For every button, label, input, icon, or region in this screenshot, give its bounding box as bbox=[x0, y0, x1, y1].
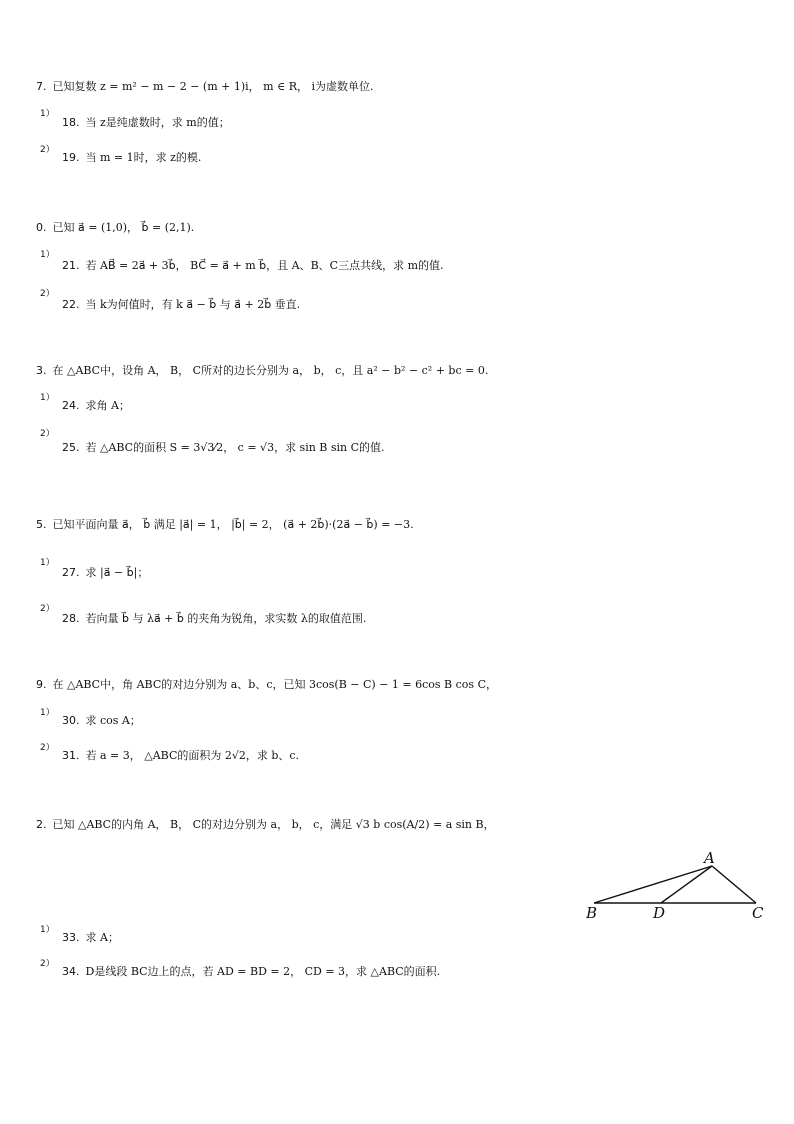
vertex-label-c: C bbox=[752, 904, 764, 922]
part-marker: 1） bbox=[40, 708, 55, 718]
question-number: 27. bbox=[62, 566, 80, 579]
question-21 bbox=[62, 258, 444, 274]
question-30 bbox=[62, 713, 141, 729]
question-24 bbox=[62, 398, 130, 414]
question-33 bbox=[62, 930, 119, 946]
part-marker: 2） bbox=[40, 145, 55, 155]
question-number: 18. bbox=[62, 116, 80, 129]
triangle-diagram bbox=[586, 846, 764, 926]
question-29-stem bbox=[36, 677, 497, 693]
question-number: 7. bbox=[36, 80, 47, 93]
part-marker: 2） bbox=[40, 959, 55, 969]
question-text: 求 cos A； bbox=[85, 714, 141, 727]
question-number: 33. bbox=[62, 931, 80, 944]
question-text: 当 m = 1时，求 z的模. bbox=[85, 151, 202, 164]
question-number: 30. bbox=[62, 714, 80, 727]
part-marker: 1） bbox=[40, 393, 55, 403]
question-text: 若 △ABC的面积 S = 3√3⁄2， c = √3，求 sin B sin C的值. bbox=[85, 441, 385, 454]
question-text: 求 A； bbox=[85, 931, 119, 944]
question-number: 5. bbox=[36, 518, 47, 531]
part-marker: 1） bbox=[40, 109, 55, 119]
question-text: 已知复数 z = m² − m − 2 − (m + 1)i， m ∈ R， i为虚数单位. bbox=[52, 80, 374, 93]
question-number: 9. bbox=[36, 678, 47, 691]
question-text: 当 z是纯虚数时，求 m的值； bbox=[85, 116, 230, 129]
question-text: 已知 △ABC的内角 A， B， C的对边分别为 a， b， c，满足 √3 b cos(A/2) = a sin B， bbox=[52, 818, 495, 831]
question-34 bbox=[62, 964, 440, 980]
question-number: 21. bbox=[62, 259, 80, 272]
vertex-label-b: B bbox=[586, 904, 598, 922]
question-20-stem bbox=[36, 220, 194, 236]
question-26-stem bbox=[36, 517, 414, 533]
question-text: 当 k为何值时，有 k a⃗ − b⃗ 与 a⃗ + 2b⃗ 垂直. bbox=[85, 298, 301, 311]
question-number: 2. bbox=[36, 818, 47, 831]
question-number: 34. bbox=[62, 965, 80, 978]
part-marker: 1） bbox=[40, 925, 55, 935]
question-text: 已知平面向量 a⃗， b⃗ 满足 |a⃗| = 1， |b⃗| = 2， (a⃗ + 2b⃗)·(2a⃗ − b⃗) = −3. bbox=[52, 518, 414, 531]
part-marker: 2） bbox=[40, 604, 55, 614]
question-number: 19. bbox=[62, 151, 80, 164]
question-18 bbox=[62, 115, 230, 131]
part-marker: 2） bbox=[40, 743, 55, 753]
segment-ad bbox=[661, 866, 712, 903]
part-marker: 1） bbox=[40, 558, 55, 568]
question-19 bbox=[62, 150, 201, 166]
question-23-stem bbox=[36, 363, 488, 379]
question-text: 已知 a⃗ = (1,0)， b⃗ = (2,1). bbox=[52, 221, 195, 234]
question-text: 若 a = 3， △ABC的面积为 2√2，求 b、c. bbox=[85, 749, 300, 762]
question-text: 在 △ABC中，设角 A， B， C所对的边长分别为 a， b， c，且 a² − b² − c² + bc = 0. bbox=[52, 364, 489, 377]
question-text: 若 AB⃗ = 2a⃗ + 3b⃗， BC⃗ = a⃗ + m b⃗，且 A、B、C三点共线，求 m的值. bbox=[85, 259, 444, 272]
segment-ac bbox=[712, 866, 756, 903]
part-marker: 1） bbox=[40, 250, 55, 260]
question-text: 求 |a⃗ − b⃗|； bbox=[85, 566, 149, 579]
part-marker: 2） bbox=[40, 429, 55, 439]
question-number: 22. bbox=[62, 298, 80, 311]
vertex-label-d: D bbox=[653, 904, 666, 922]
question-28 bbox=[62, 611, 366, 627]
question-number: 0. bbox=[36, 221, 47, 234]
part-marker: 2） bbox=[40, 289, 55, 299]
question-number: 25. bbox=[62, 441, 80, 454]
question-text: 求角 A； bbox=[85, 399, 130, 412]
question-number: 24. bbox=[62, 399, 80, 412]
question-27 bbox=[62, 565, 148, 581]
question-number: 28. bbox=[62, 612, 80, 625]
question-text: D是线段 BC边上的点，若 AD = BD = 2， CD = 3，求 △ABC的面积. bbox=[85, 965, 441, 978]
question-31 bbox=[62, 748, 299, 764]
segment-ab bbox=[594, 866, 712, 903]
question-number: 31. bbox=[62, 749, 80, 762]
question-17-stem bbox=[36, 79, 374, 95]
vertex-label-a: A bbox=[704, 849, 715, 867]
question-22 bbox=[62, 297, 300, 313]
question-25 bbox=[62, 440, 385, 456]
question-text: 若向量 b⃗ 与 λa⃗ + b⃗ 的夹角为锐角，求实数 λ的取值范围. bbox=[85, 612, 367, 625]
question-32-stem bbox=[36, 817, 495, 833]
question-number: 3. bbox=[36, 364, 47, 377]
question-text: 在 △ABC中，角 ABC的对边分别为 a、b、c，已知 3cos(B − C) − 1 = 6cos B cos C， bbox=[52, 678, 497, 691]
